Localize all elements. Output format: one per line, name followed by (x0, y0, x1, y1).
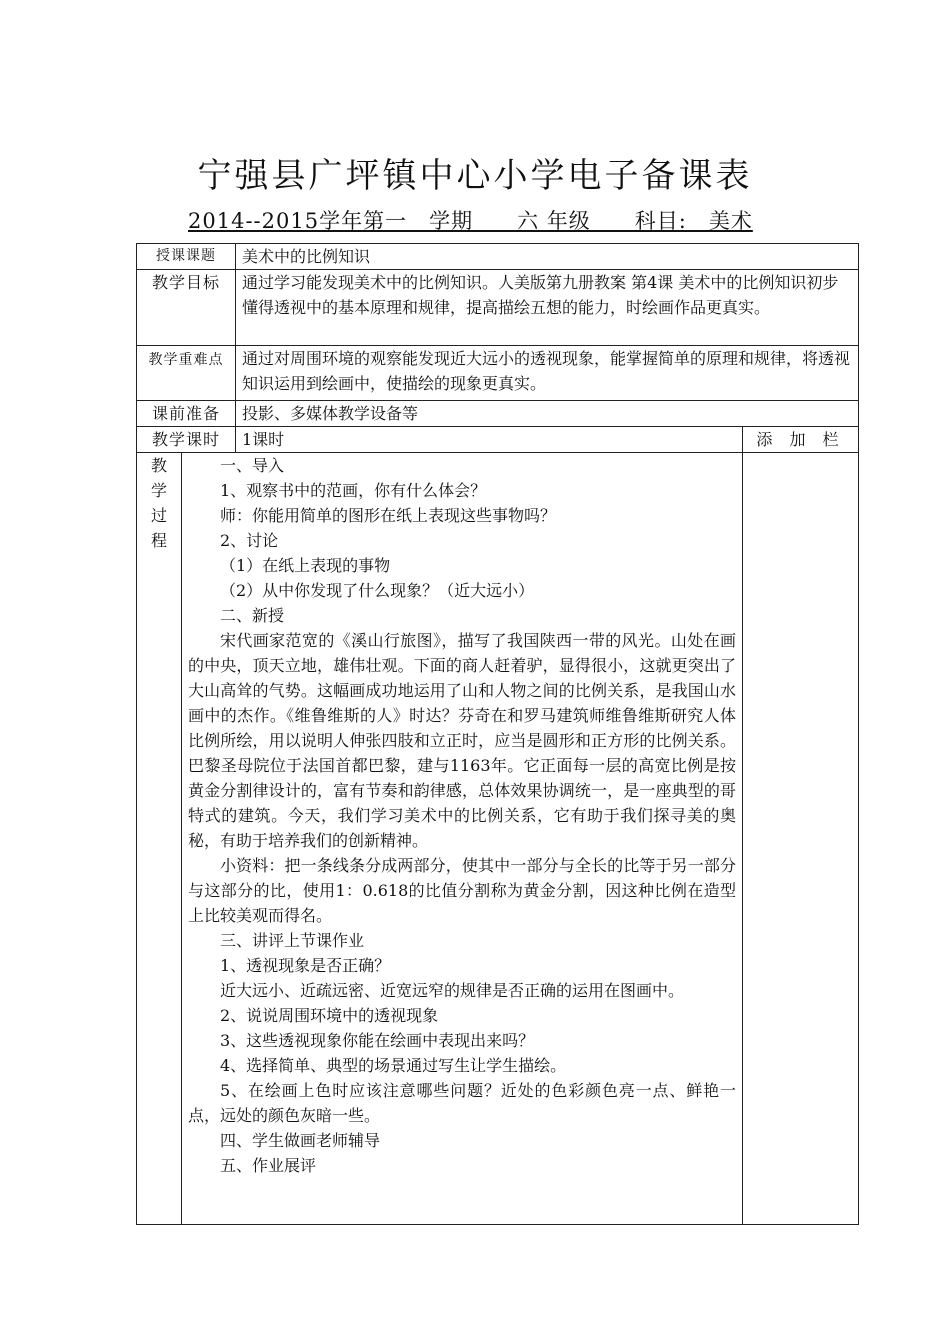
process-paragraph: 小资料：把一条线条分成两部分，使其中一部分与全长的比等于另一部分与这部分的比，使用1：0.618的比值分割称为黄金分割，因这种比例在造型上比较美观而得名。 (188, 856, 736, 925)
process-label-char: 程 (150, 531, 167, 550)
process-paragraph: 2、讨论 (220, 531, 279, 550)
lesson-plan-table (136, 243, 859, 1225)
process-paragraph: 5、在绘画上色时应该注意哪些问题？近处的色彩颜色亮一点、鲜艳一点，远处的颜色灰暗一些。 (188, 1081, 736, 1125)
process-paragraph: 师：你能用简单的图形在纸上表现这些事物吗？ (220, 506, 557, 525)
process-paragraph: 4、选择简单、典型的场景通过写生让学生描绘。 (220, 1056, 567, 1075)
add-column-label: 添 加 栏 (743, 427, 859, 453)
process-paragraph: 三、讲评上节课作业 (220, 931, 365, 950)
key-value: 通过对周围环境的观察能发现近大远小的透视现象，能掌握简单的原理和规律，将透视知识运用到绘画中，使描绘的现象更真实。 (236, 346, 859, 401)
process-paragraph: 四、学生做画老师辅导 (220, 1131, 381, 1150)
process-paragraph: 2、说说周围环境中的透视现象 (220, 1006, 439, 1025)
row-topic (137, 244, 859, 270)
process-paragraph: 1、观察书中的范画，你有什么体会？ (220, 481, 487, 500)
goal-label: 教学目标 (137, 270, 236, 346)
process-paragraph: （2）从中你发现了什么现象？（近大远小） (220, 581, 535, 600)
process-paragraph: 二、新授 (220, 606, 285, 625)
prep-value: 投影、多媒体教学设备等 (236, 401, 859, 427)
row-key (137, 346, 859, 401)
process-paragraph: 近大远小、近疏远密、近宽远窄的规律是否正确的运用在图画中。 (220, 981, 685, 1000)
process-content (182, 453, 743, 1225)
page-title: 宁强县广坪镇中心小学电子备课表 (197, 156, 753, 196)
process-label (137, 453, 182, 1225)
process-label-char: 过 (150, 506, 167, 525)
process-paragraph: （1）在纸上表现的事物 (220, 556, 391, 575)
prep-label: 课前准备 (137, 401, 236, 427)
process-label-char: 教 (150, 456, 167, 475)
goal-value: 通过学习能发现美术中的比例知识。人美版第九册教案 第4课 美术中的比例知识初步懂得透视中的基本原理和规律，提高描绘五想的能力，时绘画作品更真实。 (236, 270, 859, 346)
process-label-char: 学 (150, 481, 167, 500)
process-paragraph: 五、作业展评 (220, 1156, 317, 1175)
row-hours (137, 427, 859, 453)
topic-value: 美术中的比例知识 (236, 244, 859, 270)
topic-label: 授课课题 (137, 244, 236, 270)
add-column (743, 453, 859, 1225)
key-label: 教学重难点 (137, 346, 236, 401)
hours-value: 1课时 (236, 427, 743, 453)
process-paragraph: 宋代画家范宽的《溪山行旅图》，描写了我国陕西一带的风光。山处在画的中央，顶天立地，雄伟壮观。下面的商人赶着驴，显得很小，这就更突出了大山高耸的气势。这幅画成功地运用了山和人物之间的比例关系，是我国山水画中的杰作。《维鲁维斯的人》时达？芬奇在和罗马建筑师维鲁维斯研究人体比例所绘，用以说明人伸张四肢和立正时，应当是圆形和正方形的比例关系。巴黎圣母院位于法国首都巴黎，建与1163年。它正面每一层的高宽比例是按黄金分割律设计的，富有节奏和韵律感，总体效果协调统一，是一座典型的哥特式的建筑。今天，我们学习美术中的比例关系，它有助于我们探寻美的奥秘，有助于培养我们的创新精神。 (188, 631, 736, 850)
row-process (137, 453, 859, 1225)
row-goal (137, 270, 859, 346)
process-paragraph: 3、这些透视现象你能在绘画中表现出来吗？ (220, 1031, 535, 1050)
process-paragraph: 一、导入 (220, 456, 285, 475)
hours-label: 教学课时 (137, 427, 236, 453)
term-subtitle: 2014--2015学年第一 学期 六 年级 科目: 美术 (188, 209, 753, 233)
row-prep (137, 401, 859, 427)
process-paragraph: 1、透视现象是否正确？ (220, 956, 391, 975)
